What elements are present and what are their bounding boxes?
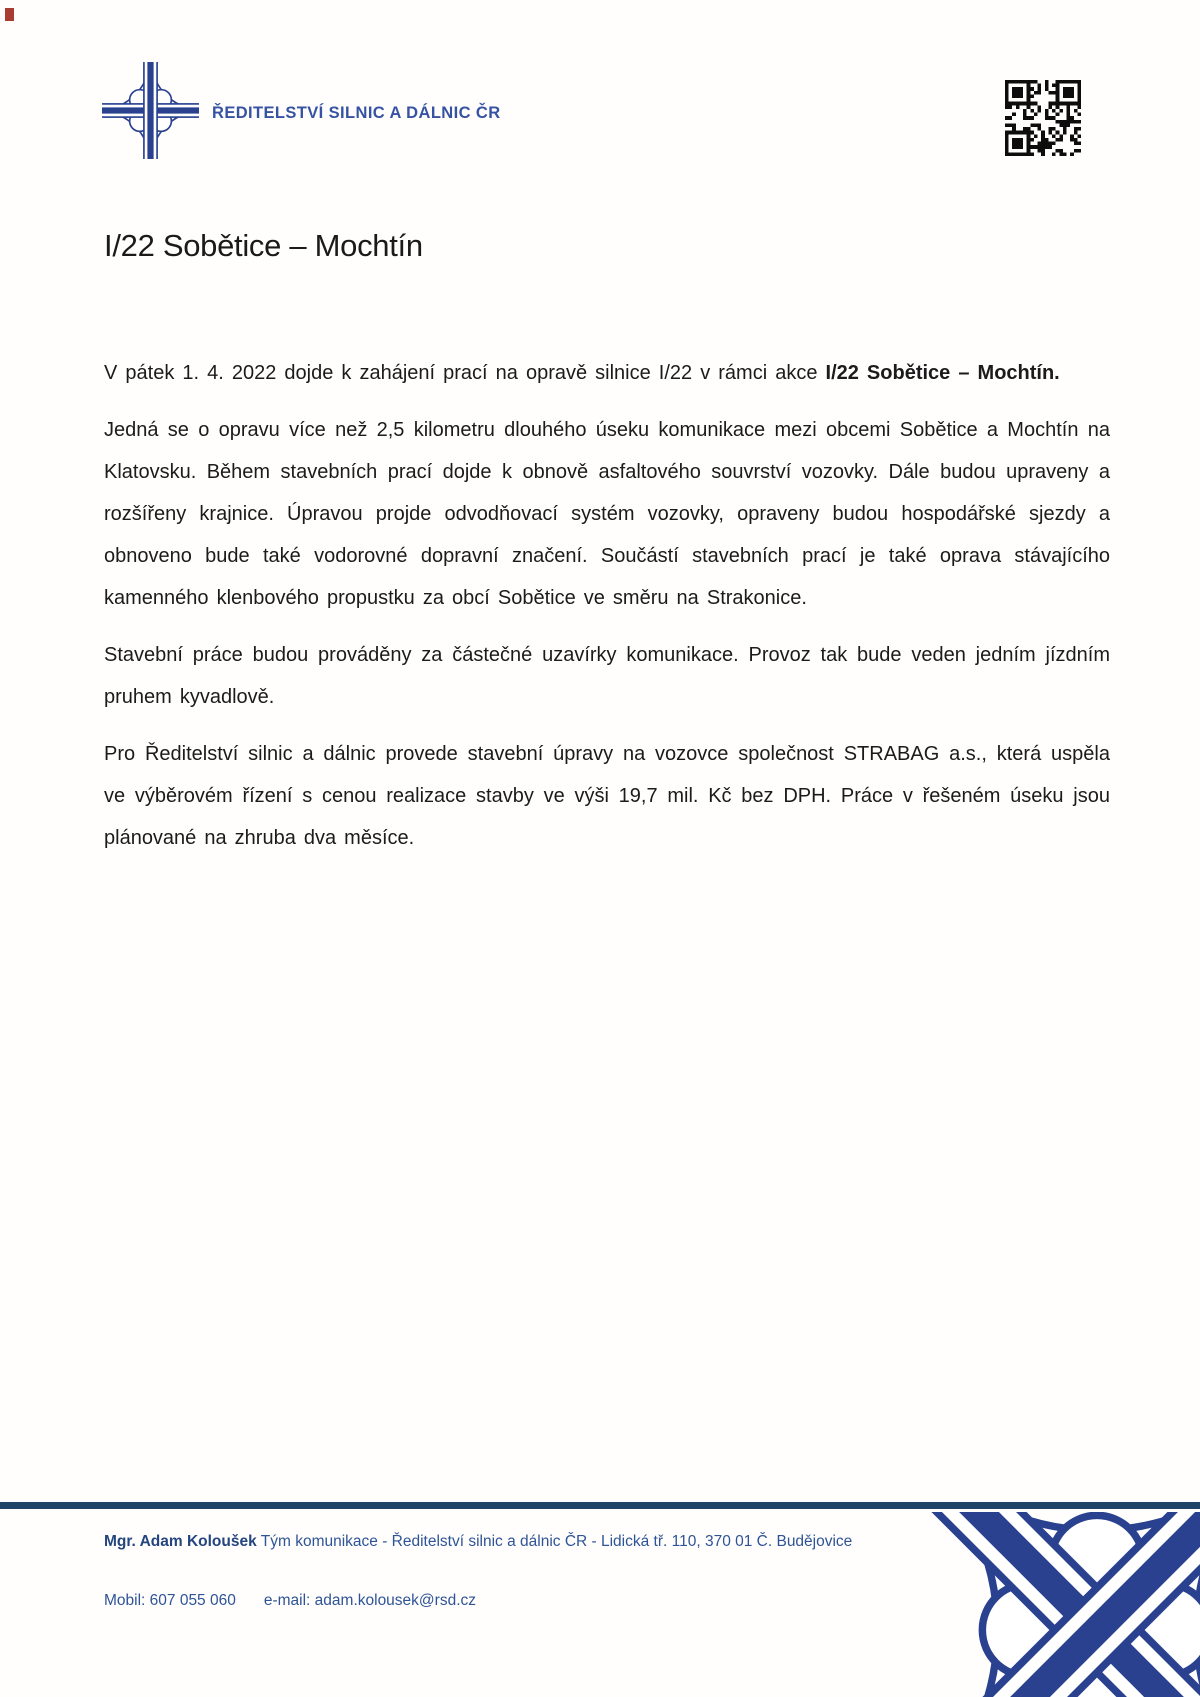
contact-email: e-mail: adam.kolousek@rsd.cz	[263, 1592, 477, 1609]
scan-artifact-red-dot	[5, 8, 14, 21]
paragraph-scope: Jedná se o opravu více než 2,5 kilometru dlouhého úseku komunikace mezi obcemi Sobětice a Mochtín na Klatovsku. Během stavebních prací dojde k obnově asfaltového souvrství vozovky. Dále budou upraveny a rozšířeny krajnice. Úpravou projde odvodňovací systém vozovky, opraveny budou hospodářské sjezdy a obnoveno bude také vodorovné dopravní značení. Součástí stavebních prací je také oprava stávajícího kamenného klenbového propustku za obcí Sobětice ve směru na Strakonice.	[104, 419, 1110, 609]
org-name: ŘEDITELSTVÍ SILNIC A DÁLNIC ČR	[212, 104, 501, 122]
footer-contact-line	[104, 1533, 852, 1551]
contact-name: Mgr. Adam Koloušek	[104, 1533, 257, 1550]
footer-phone-email-line	[104, 1592, 476, 1610]
paragraph-contractor: Pro Ředitelství silnic a dálnic provede stavební úpravy na vozovce společnost STRABAG a.s., která uspěla ve výběrovém řízení s cenou realizace stavby ve výši 19,7 mil. Kč bez DPH. Práce v řešeném úseku jsou plánované na zhruba dva měsíce.	[104, 743, 1110, 849]
document-body	[104, 352, 1110, 874]
intro-text: V pátek 1. 4. 2022 dojde k zahájení prací na opravě silnice I/22 v rámci akce	[104, 362, 826, 384]
contact-mobile: Mobil: 607 055 060	[104, 1592, 236, 1609]
rsd-interchange-logo-icon	[102, 62, 199, 159]
footer-logo-icon	[908, 1512, 1200, 1697]
footer-divider	[0, 1502, 1200, 1509]
paragraph-intro	[104, 352, 1110, 394]
qr-code-icon	[1005, 80, 1081, 156]
contact-details: Tým komunikace - Ředitelství silnic a dálnic ČR - Lidická tř. 110, 370 01 Č. Budějovice	[256, 1533, 853, 1550]
paragraph-traffic: Stavební práce budou prováděny za částečné uzavírky komunikace. Provoz tak bude veden jedním jízdním pruhem kyvadlově.	[104, 644, 1110, 708]
document-title: I/22 Sobětice – Mochtín	[104, 228, 423, 263]
intro-project-name: I/22 Sobětice – Mochtín.	[825, 362, 1060, 384]
